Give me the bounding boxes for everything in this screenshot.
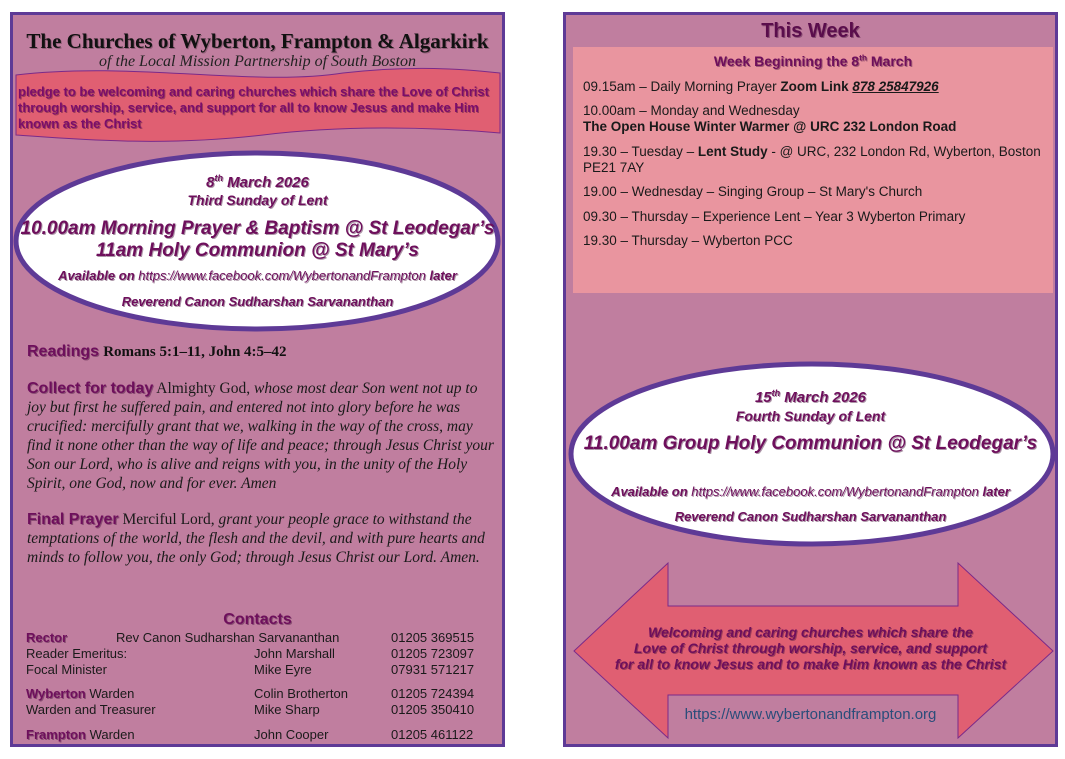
final-prayer: Final Prayer Merciful Lord, grant your people grace to withstand the temptations of the world, the flesh and the devil, and with pure hearts and minds to follow you, the only God; through Jesus Christ our Lord. Amen. [27, 511, 485, 566]
collect-label: Collect for today [27, 380, 154, 397]
collect-text: whose most dear Son went not up to joy but first he suffered pain, and entered not into glory before he was crucified: mercifully grant that we, walking in the way of the cross, may find it none other than the way of life and peace; through Jesus Christ your Son our Lord, who is alive and reigns with you, in the unity of the Holy Spirit, one God, now and for ever. Amen [27, 380, 494, 492]
contact-row: Focal Minister Mike Eyre 07931 571217 [26, 662, 475, 677]
website-link[interactable]: https://www.wybertonandframpton.org [684, 706, 937, 723]
sunday-name-right: Fourth Sunday of Lent [735, 408, 886, 424]
schedule-item: 19.30 – Tuesday – Lent Study - @ URC, 232 London Rd, Wyberton, Boston PE21 7AY [583, 144, 1041, 175]
churches-title: The Churches of Wyberton, Frampton & Algarkirk [26, 29, 489, 53]
schedule-item: 19.00 – Wednesday – Singing Group – St Mary's Church [583, 184, 923, 199]
contact-row: Rector Rev Canon Sudharshan Sarvananthan 01205 369515 [26, 630, 475, 645]
schedule-item: 09.30 – Thursday – Experience Lent – Year 3 Wyberton Primary [583, 209, 966, 224]
minister-right: Reverend Canon Sudharshan Sarvananthan [674, 509, 947, 524]
week-beginning-heading: Week Beginning the 8th March [713, 52, 913, 69]
contact-row: Wyberton Warden Colin Brotherton 01205 724394 [26, 686, 475, 701]
schedule-item: 19.30 – Thursday – Wyberton PCC [583, 233, 793, 248]
zoom-link[interactable]: 878 25847926 [852, 79, 939, 94]
contact-row: Frampton Warden John Cooper 01205 461122 [26, 727, 474, 742]
facebook-link-left[interactable]: https://www.facebook.com/WybertonandFrampton [138, 268, 426, 283]
mission-pledge: pledge to be welcoming and caring churches which share the Love of Christ through worship, service, and support for all to know Jesus and make Him known as the Christ [18, 84, 489, 131]
readings [27, 343, 287, 361]
service-line-1-right: 11.00am Group Holy Communion @ St Leodegar’s [583, 433, 1038, 454]
final-prayer-label: Final Prayer [27, 511, 119, 528]
readings-text: Romans 5:1–11, John 4:5–42 [103, 344, 287, 360]
contacts-title: Contacts [223, 611, 292, 628]
minister-left: Reverend Canon Sudharshan Sarvananthan [121, 294, 394, 309]
readings-label: Readings [27, 343, 100, 360]
welcome-message: Welcoming and caring churches which share the Love of Christ through worship, service, and support for all to know Jesus and to make Him known as the Christ [614, 624, 1007, 672]
facebook-link-right[interactable]: https://www.facebook.com/WybertonandFrampton [691, 484, 979, 499]
service-line-1-left: 10.00am Morning Prayer & Baptism @ St Leodegar’s [20, 218, 495, 239]
service-line-2-left: 11am Holy Communion @ St Mary’s [96, 240, 419, 261]
available-on-right: Available on https://www.facebook.com/WybertonandFrampton later [611, 484, 1010, 499]
schedule-item: 09.15am – Daily Morning Prayer Zoom Link 878 25847926 [583, 79, 939, 94]
partnership-subtitle: of the Local Mission Partnership of South Boston [99, 53, 416, 70]
right-panel [563, 12, 1058, 747]
available-on-left: Available on https://www.facebook.com/WybertonandFrampton later [58, 268, 457, 283]
this-week-title: This Week [761, 20, 860, 42]
service-date-left: 8th March 2026 [206, 173, 309, 191]
left-panel [10, 12, 505, 747]
contact-row: Reader Emeritus: John Marshall 01205 723097 [26, 646, 475, 661]
schedule-item: 10.00am – Monday and Wednesday The Open House Winter Warmer @ URC 232 London Road [583, 103, 957, 134]
sunday-name-left: Third Sunday of Lent [187, 192, 328, 208]
final-prayer-text: grant your people grace to withstand the temptations of the world, the flesh and the devil, and with pure hearts and minds to follow you, the only God; through Jesus Christ our Lord. Amen. [27, 511, 485, 566]
service-date-right: 15th March 2026 [754, 388, 867, 406]
collect: Collect for today Almighty God, whose most dear Son went not up to joy but first he suffered pain, and entered not into glory before he was crucified: mercifully grant that we, walking in the way of the cross, may find it none other than the way of life and peace; through Jesus Christ your Son our Lord, who is alive and reigns with you, in the unity of the Holy Spirit, one God, now and for ever. Amen [27, 380, 494, 492]
contact-row: Warden and Treasurer Mike Sharp 01205 350410 [26, 702, 475, 717]
